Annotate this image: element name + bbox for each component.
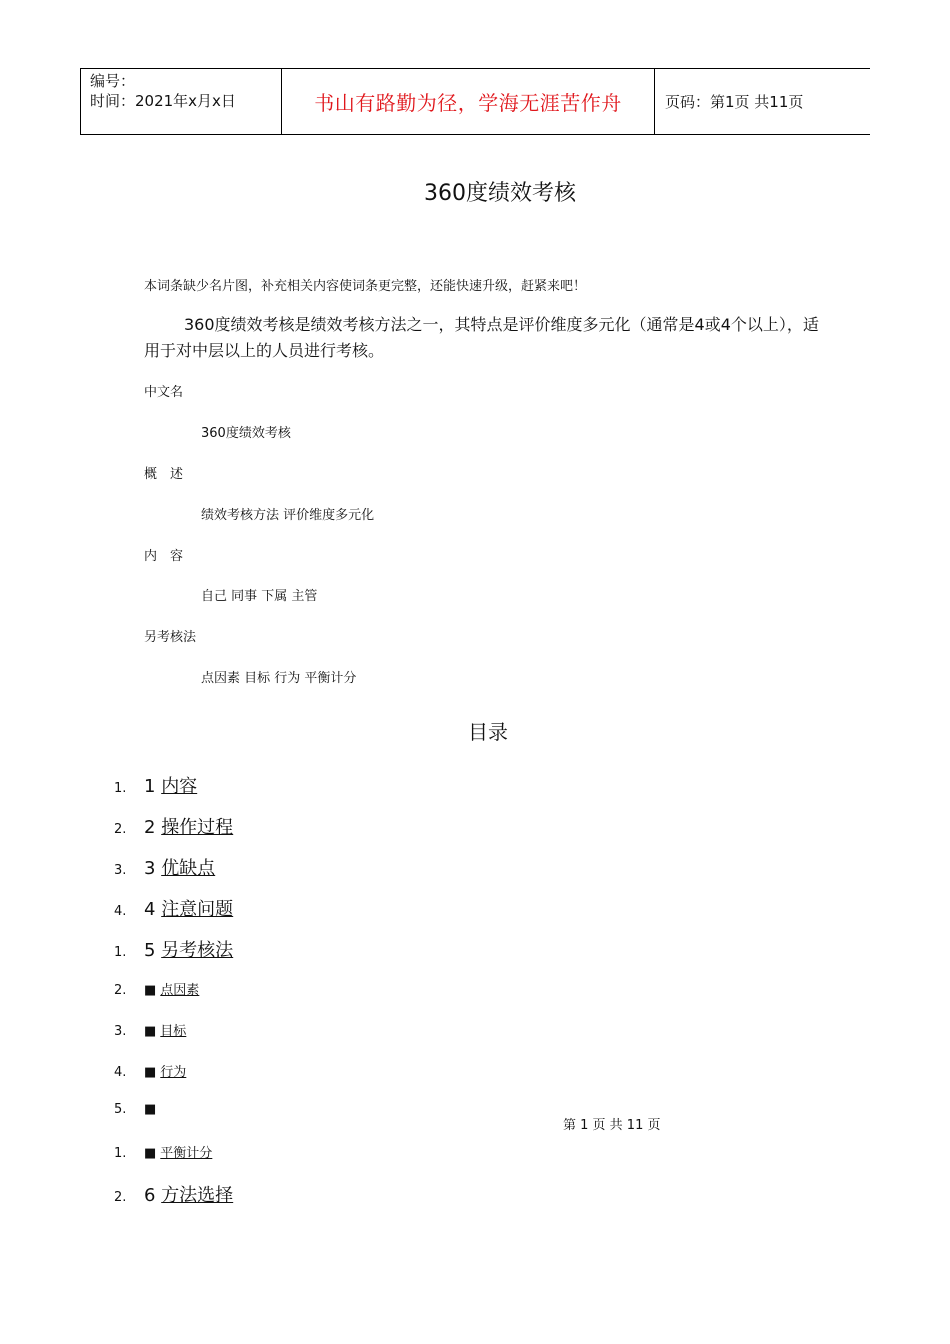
toc-subitem <box>114 1102 160 1117</box>
toc-item[interactable] <box>114 895 233 921</box>
toc-item[interactable] <box>114 854 215 880</box>
info-value-other-methods: 点因素 目标 行为 平衡计分 <box>201 671 357 686</box>
toc-title: 目录 <box>468 720 508 744</box>
toc-item-number: 2. <box>114 983 127 998</box>
toc-subitem[interactable] <box>114 979 199 998</box>
toc-item[interactable] <box>114 813 233 839</box>
time-label: 时间：2021年x月x日 <box>90 92 236 110</box>
square-bullet-icon: ■ <box>144 983 157 998</box>
toc-item-prefix: 5 <box>144 940 162 961</box>
page-info: 页码：第1页 共11页 <box>665 93 804 111</box>
page-footer: 第 1 页 共 11 页 <box>563 1118 661 1133</box>
info-label-chinese-name: 中文名 <box>144 385 184 400</box>
toc-item-prefix: 3 <box>144 858 162 879</box>
toc-link-other-methods[interactable]: 另考核法 <box>161 940 234 961</box>
document-title: 360度绩效考核 <box>424 181 576 206</box>
toc-item-prefix: 4 <box>144 899 162 920</box>
notice-text: 本词条缺少名片图，补充相关内容使词条更完整，还能快速升级，赶紧来吧！ <box>144 279 587 294</box>
toc-subitem[interactable] <box>114 1142 212 1161</box>
info-label-other-methods: 另考核法 <box>144 630 197 645</box>
info-value-chinese-name: 360度绩效考核 <box>201 426 291 441</box>
toc-link-notes[interactable]: 注意问题 <box>161 899 234 920</box>
square-bullet-icon: ■ <box>144 1102 157 1117</box>
header-table <box>80 68 870 135</box>
toc-item-prefix: 1 <box>144 776 162 797</box>
toc-item[interactable] <box>114 936 233 962</box>
info-value-overview: 绩效考核方法 评价维度多元化 <box>201 508 375 523</box>
square-bullet-icon: ■ <box>144 1024 157 1039</box>
toc-link-behavior[interactable]: 行为 <box>160 1065 187 1080</box>
toc-item-number: 3. <box>114 863 127 878</box>
info-label-overview: 概 述 <box>144 467 184 482</box>
toc-subitem[interactable] <box>114 1061 186 1080</box>
toc-subitem[interactable] <box>114 1020 186 1039</box>
toc-item-prefix: 6 <box>144 1185 162 1206</box>
toc-link-objective[interactable]: 目标 <box>160 1024 187 1039</box>
square-bullet-icon: ■ <box>144 1065 157 1080</box>
toc-item-number: 4. <box>114 904 127 919</box>
toc-item-number: 4. <box>114 1065 127 1080</box>
motto-text: 书山有路勤为径，学海无涯苦作舟 <box>314 91 622 115</box>
toc-link-point-factor[interactable]: 点因素 <box>160 983 200 998</box>
toc-link-process[interactable]: 操作过程 <box>161 817 234 838</box>
toc-link-balanced-scorecard[interactable]: 平衡计分 <box>160 1146 213 1161</box>
toc-link-method-selection[interactable]: 方法选择 <box>161 1185 234 1206</box>
toc-item-number: 1. <box>114 1146 127 1161</box>
summary-paragraph: 360度绩效考核是绩效考核方法之一，其特点是评价维度多元化（通常是4或4个以上），适用于对中层以上的人员进行考核。 <box>144 315 819 360</box>
toc-item-prefix: 2 <box>144 817 162 838</box>
toc-item-number: 1. <box>114 945 127 960</box>
toc-item-number: 2. <box>114 1190 127 1205</box>
info-value-content: 自己 同事 下属 主管 <box>201 589 318 604</box>
header-motto-cell <box>282 69 655 134</box>
toc-item-number: 3. <box>114 1024 127 1039</box>
header-page-cell <box>655 69 870 134</box>
header-meta-cell <box>81 69 282 134</box>
toc-link-pros-cons[interactable]: 优缺点 <box>161 858 216 879</box>
toc-item[interactable] <box>114 772 197 798</box>
toc-item[interactable] <box>114 1181 233 1207</box>
info-label-content: 内 容 <box>144 549 184 564</box>
toc-link-content[interactable]: 内容 <box>161 776 198 797</box>
square-bullet-icon: ■ <box>144 1146 157 1161</box>
toc-item-number: 2. <box>114 822 127 837</box>
serial-label: 编号： <box>90 72 136 90</box>
toc-item-number: 5. <box>114 1102 127 1117</box>
toc-item-number: 1. <box>114 781 127 796</box>
